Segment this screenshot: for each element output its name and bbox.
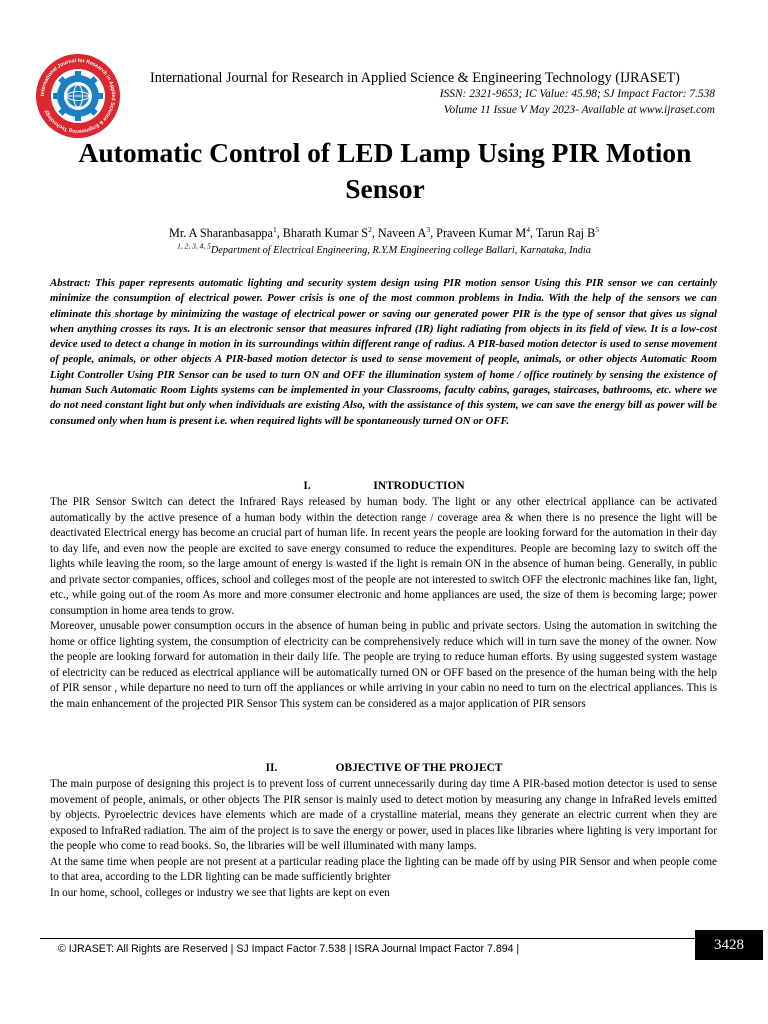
paper-title: Automatic Control of LED Lamp Using PIR Motion Sensor (78, 137, 692, 204)
author-name: Tarun Raj B (535, 226, 596, 240)
issn-line: ISSN: 2321-9653; IC Value: 45.98; SJ Impact Factor: 7.538 (439, 88, 715, 100)
ijraset-logo (34, 52, 122, 140)
journal-meta (440, 87, 715, 118)
affiliation (0, 241, 768, 256)
author-name: Naveen A (377, 226, 427, 240)
footer-rule (40, 938, 728, 939)
logo-ring-text: International Journal for Research in Applied Science & Engineering Technology (39, 57, 117, 135)
author-name: Bharath Kumar S (282, 226, 369, 240)
author-sup: 5 (595, 224, 599, 234)
author-sup: 3 (426, 224, 431, 234)
paragraph: The main purpose of designing this project is to prevent loss of current unnecessarily during day time A PIR-based motion detector is used to sense movement of people, animals, or other objects The PIR sensor is mainly used to detect motion by measuring any change in InfraRed levels emitted by objects. Pyroelectric devices have elements which are made of a crystalline material, means they generate an electric current when they are exposed to InfraRed radiation. The aim of the project is to save the energy or power, used in places like libraries where lighting is very important for the people who come to read books. So, the libraries will be well illuminated with many lamps. (50, 778, 717, 852)
section-heading (0, 480, 768, 492)
section-title: INTRODUCTION (373, 480, 465, 492)
journal-name: International Journal for Research in Applied Science & Engineering Technology (IJRASET) (150, 70, 680, 86)
section-title: OBJECTIVE OF THE PROJECT (335, 762, 503, 774)
author-sup: 1 (272, 224, 277, 234)
section-heading (0, 762, 768, 774)
author-sup: 2 (368, 224, 372, 234)
affiliation-text: Department of Electrical Engineering, R.Y.M Engineering college Ballari, Karnataka, India (210, 245, 591, 256)
footer-copyright: © IJRASET: All Rights are Reserved | SJ Impact Factor 7.538 | ISRA Journal Impact Factor 7.894 | (58, 943, 520, 955)
author-sup: 4 (526, 224, 530, 234)
affiliation-sup: 1, 2, 3, 4, 5 (177, 241, 211, 251)
paragraph: At the same time when people are not present at a particular reading place the lighting can be made off by using PIR Sensor and when people come to that area, according to the LDR lighting can be made sufficiently brighter (50, 855, 717, 883)
author-list: Mr. A Sharanbasappa$^1$, Bharath Kumar $S^2$, Naveen $A^3$, Praveen Kumar $M^4$, Tarun Raj $B^5$ (169, 224, 599, 240)
section-body (50, 777, 717, 901)
abstract: Abstract: This paper represents automatic lighting and security system design using PIR motion sensor Using this PIR sensor we can certainly minimize the consumption of electrical power. Power crisis is one of the most common problems in India. With the help of the sensors we can eliminate this shortage by minimizing the wastage of electrical power or saving our generated power PIR is the type of sensor that gives us signal when anything crosses its rays. It is an electronic sensor that measures infrared (IR) light radiating from objects in its field of view. It is a low-cost device used to detect a change in motion in its surroundings within different range of radius. A PIR-based motion detector is used to sense movement of people, animals, or other objects A PIR-based motion detector is used to sense movement of people, animals, or other objects Automatic Room Light Controller Using PIR Sensor can be used to turn ON and OFF the illumination system of home / office routinely by sensing the existence of human Such Automatic Room Lights systems can be implemented in your Classrooms, faculty cabins, garages, staircases, bathrooms, etc. where we do not need constant light but only when individuals are existing Also, with the assistance of this system, we can save the energy bill as power will be consumed only when hum is present i.e. when required lights will be spontaneously turned ON or OFF. (50, 277, 717, 427)
page-number: 3428 (695, 930, 763, 960)
section-number: II. (265, 762, 278, 774)
section-body (50, 495, 717, 712)
volume-line: Volume 11 Issue V May 2023- Available at www.ijraset.com (443, 103, 715, 116)
paragraph: In our home, school, colleges or industry we see that lights are kept on even (50, 886, 390, 899)
author-name: Mr. A Sharanbasappa (169, 226, 273, 240)
paragraph: The PIR Sensor Switch can detect the Infrared Rays released by human body. The light or any other electrical appliance can be activated automatically by the active presence of a human body within the detection range / coverage area & when there is no presence the light will be deactivated Electrical energy has become an crucial part of human life. In recent years the people are looking forward for the automation in their day to day life, and even now the people are excited to save energy consumed to reduce the expenditures. People are becoming lazy to switch off the lights while leaving the room, so the large amount of energy is wasted if the light is remain ON in the absence of human being. Generally, in public and private sector companies, offices, school and colleges most of the people are not interested to switch OFF the electronic machines like fan, light, etc., while going out of the room As more and more consumer electronic and home appliances are used, the size of them is becoming large; power consumption in home area tends to grow. (50, 496, 717, 617)
paragraph: Moreover, unusable power consumption occurs in the absence of human being in public and private sectors. Using the automation in switching the home or office lighting system, the consumption of electricity can be comprehensively reduce which will in turn save the money of the owner. Now the people are looking forward for automation in their daily life. The people are trying to reduce human efforts. By using suggested system wastage of electricity can be reduced as electrical appliance will be automatically turned ON or OFF based on the presence of the human being with the help of PIR sensor , while departure no need to turn off the appliances or while arriving in your cabin no need to turn on the electrical appliances. This is the main enhancement of the projected PIR Sensor This system can be considered as a major application of PIR sensors (50, 620, 717, 710)
author-name: Praveen Kumar M (436, 226, 527, 240)
section-number: I. (303, 480, 311, 492)
